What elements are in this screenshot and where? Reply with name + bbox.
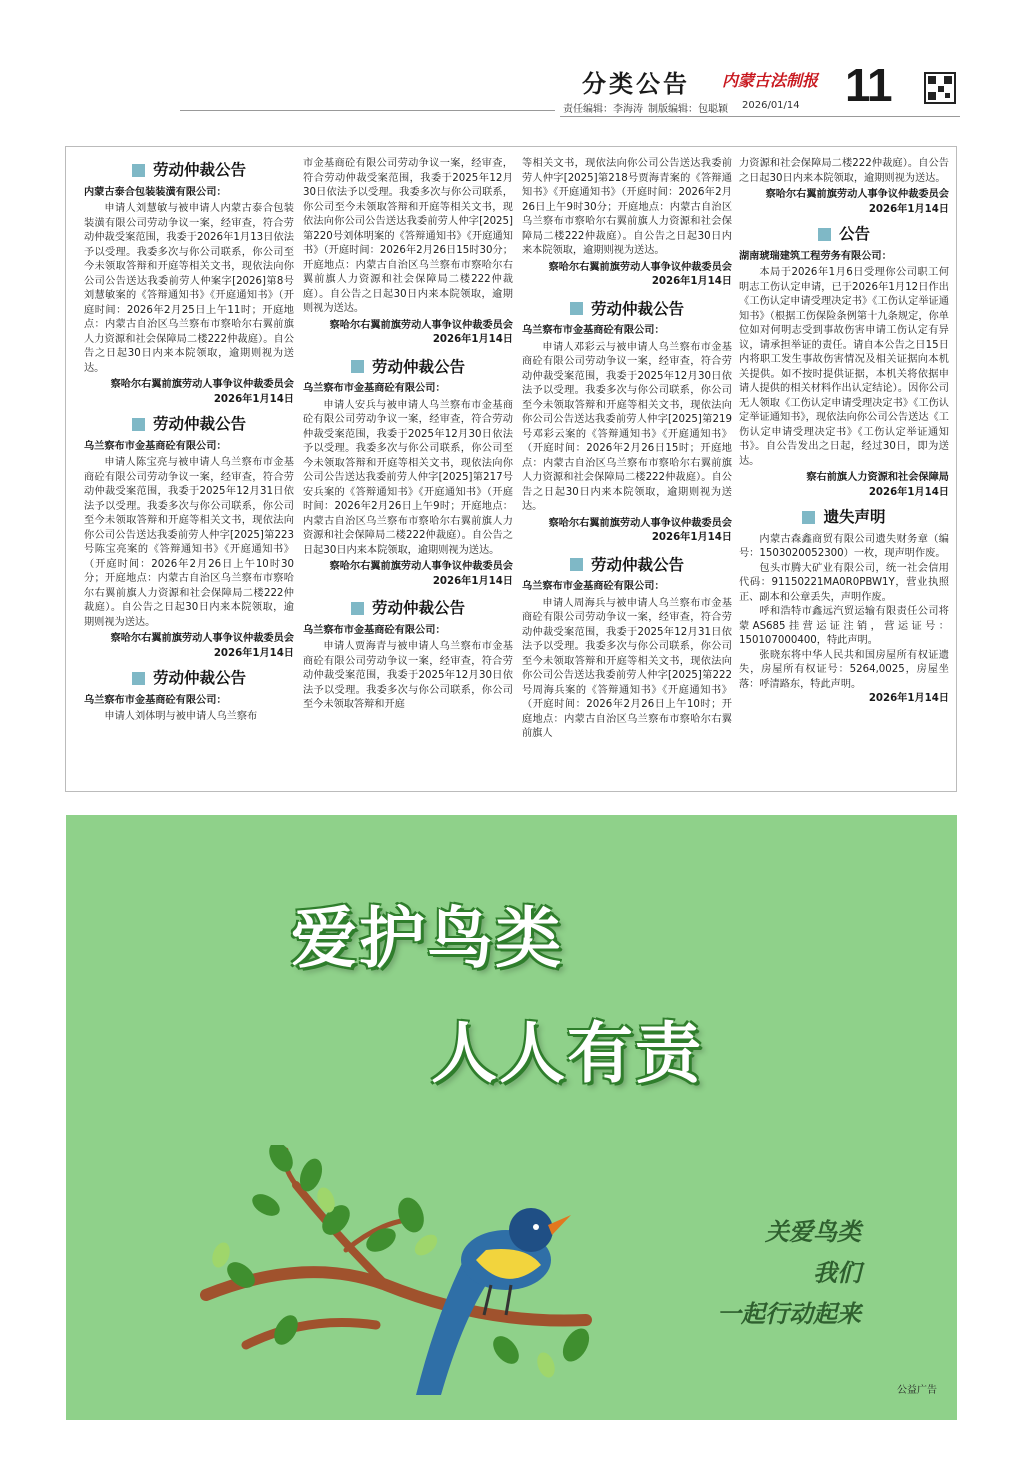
notice-body: 申请人刘体明与被申请人乌兰察布: [104, 711, 258, 722]
ad-label: 公益广告: [897, 1385, 937, 1396]
square-icon: [802, 511, 815, 524]
header-rule: [180, 110, 555, 111]
ad-slogan-2: 我们: [813, 1258, 861, 1287]
issue-date: 2026/01/14: [742, 100, 800, 111]
notice-heading: 劳动仲裁公告: [522, 558, 732, 573]
notice-date: 2026年1月14日: [432, 334, 513, 345]
square-icon: [132, 164, 145, 177]
notice-body: 本局于2026年1月6日受理你公司职工何明志工伤认定申请，已于2026年1月12日作出《工伤认定申请受理决定书》《工伤认定举证通知书》（根据工伤保险条例第十九条规定，你单位如对何明志受到事故伤害申请工伤认定有异议，请承担举证的责任。请自本公告之日15日内将职工发生事故伤害情况及相关证据向本机关提供。如不按时提供证据，本机关将依据申请人提供的相关材料作出认定结论）。因你公司无人领取《工伤认定申请受理决定书》《工伤认定举证通知书》，现依法向你公司公告送达《工伤认定申请受理决定书》《工伤认定举证通知书》。自公告发出之日起，经过30日，即为送达。: [739, 267, 949, 467]
ad-headline-2: 人人有责: [431, 1015, 703, 1092]
square-icon: [132, 418, 145, 431]
notice-heading: 遗失声明: [739, 510, 949, 525]
notice-heading: 劳动仲裁公告: [522, 302, 732, 317]
qr-code-icon: [924, 72, 956, 104]
notice-signature: 察哈尔右翼前旗劳动人事争议仲裁委员会: [548, 261, 732, 273]
square-icon: [818, 228, 831, 241]
notice-body: 申请人贾海青与被申请人乌兰察布市金基商砼有限公司劳动争议一案，经审查，符合劳动仲裁受案范围，我委于2025年12月30日依法予以受理。我委多次与你公司联系，你公司至今未领取答辩和开庭: [303, 641, 513, 710]
notice-signature: 察哈尔右翼前旗劳动人事争议仲裁委员会: [329, 561, 513, 572]
notice-heading: 劳动仲裁公告: [303, 360, 513, 375]
notice-recipient: 乌兰察布市金基商砼有限公司：: [522, 325, 665, 336]
notice-date: 2026年1月14日: [213, 393, 294, 405]
notice-date: 2026年1月14日: [868, 486, 949, 498]
notice-signature: 察哈尔右翼前旗劳动人事争议仲裁委员会: [765, 189, 949, 200]
notice-recipient: 乌兰察布市金基商砼有限公司：: [84, 440, 227, 452]
bird-on-branch-icon: [186, 1145, 626, 1405]
notice-recipient: 乌兰察布市金基商砼有限公司：: [303, 383, 446, 394]
notice-heading: 劳动仲裁公告: [84, 417, 294, 432]
header-rule-2: [560, 116, 960, 117]
notice-date: 2026年1月14日: [868, 203, 949, 215]
notice-body: 申请人刘慧敏与被申请人内蒙古泰合包装装潢有限公司劳动争议一案，经审查，符合劳动仲裁受案范围，我委于2026年1月13日依法予以受理。我委多次与你公司联系，你公司至今未领取答辩和开庭等相关文书，现依法向你公司公告送达我委前劳人仲案字[2026]第8号刘慧敏案的《答辩通知书》《开庭通知书》（开庭时间：2026年2月25日上午11时；开庭地点：内蒙古自治区乌兰察布市察哈尔右翼前旗人力资源和社会保障局二楼222仲裁庭）。自公告之日起30日内来本院领取，逾期则视为送达。: [84, 203, 294, 374]
notice-body: 申请人邓彩云与被申请人乌兰察布市金基商砼有限公司劳动争议一案，经审查，符合劳动仲裁受案范围，我委于2025年12月30日依法予以受理。我委多次与你公司联系，你公司至今未领取答辩和开庭等相关文书，现依法向你公司公告送达我委前劳人仲字[2025]第219号邓彩云案的《答辩通知书》《开庭通知书》（开庭时间：2026年2月26日15时；开庭地点：内蒙古自治区乌兰察布市察哈尔右翼前旗人力资源和社会保障局二楼222仲裁庭）。自公告之日起30日内来本院领取，逾期则视为送达。: [522, 341, 732, 512]
newspaper-logo: 内蒙古法制报: [722, 71, 819, 90]
column-2: [303, 157, 513, 713]
notice-heading: 劳动仲裁公告: [84, 671, 294, 686]
notice-date: 2026年1月14日: [651, 532, 732, 543]
notice-signature: 察哈尔右翼前旗劳动人事争议仲裁委员会: [110, 379, 294, 390]
notice-recipient: 湖南琥瑞建筑工程劳务有限公司：: [739, 250, 892, 262]
notice-date: 2026年1月14日: [213, 647, 294, 659]
notice-date: 2026年1月14日: [651, 276, 732, 287]
notice-date: 2026年1月14日: [868, 693, 949, 704]
ad-headline-1: 爱护鸟类: [291, 900, 563, 977]
notice-recipient: 乌兰察布市金基商砼有限公司：: [84, 694, 227, 706]
square-icon: [351, 602, 364, 615]
page-header: [0, 0, 1024, 130]
ad-slogan-1: 关爱鸟类: [765, 1217, 861, 1246]
notice-heading: 劳动仲裁公告: [303, 601, 513, 616]
square-icon: [351, 360, 364, 373]
notice-body: 等相关文书，现依法向你公司公告送达我委前劳人仲字[2025]第218号贾海青案的《答辩通知书》《开庭通知书》（开庭时间：2026年2月26日上午9时30分；开庭地点：内蒙古自治区乌兰察布市察哈尔右翼前旗人力资源和社会保障局二楼222仲裁庭）。自公告之日起30日内来本院领取，逾期则视为送达。: [522, 158, 732, 256]
column-1: [84, 157, 294, 725]
column-3: [522, 157, 732, 742]
notice-heading: 公告: [739, 227, 949, 242]
lost-item: 包头市腾大矿业有限公司，统一社会信用代码：91150221MA0R0PBW1Y，营业执照正、副本和公章丢失，声明作废。: [739, 562, 949, 603]
ad-slogan-3: 一起行动起来: [717, 1299, 861, 1328]
lost-item: 张晓东将中华人民共和国房屋所有权证遗失，房屋所有权证号：5264,0025，房屋坐落：呼清路东，特此声明。: [739, 649, 949, 690]
square-icon: [132, 672, 145, 685]
notice-body: 力资源和社会保障局二楼222仲裁庭）。自公告之日起30日内来本院领取，逾期则视为送达。: [739, 158, 949, 184]
notice-date: 2026年1月14日: [432, 575, 513, 587]
square-icon: [570, 558, 583, 571]
notice-heading: 劳动仲裁公告: [84, 163, 294, 178]
notices-panel: [65, 146, 957, 792]
editor-credit: 责任编辑：李海涛: [563, 104, 643, 115]
column-4: [739, 157, 949, 711]
designer-credit: 制版编辑：包聪颖: [648, 104, 728, 115]
notice-body: 市金基商砼有限公司劳动争议一案，经审查，符合劳动仲裁受案范围，我委于2025年12月30日依法予以受理。我委多次与你公司联系，你公司至今未领取答辩和开庭等相关文书，现依法向你公司公告送达我委前劳人仲字[2025]第220号刘体明案的《答辩通知书》《开庭通知书》（开庭时间：2026年2月26日15时30分；开庭地点：内蒙古自治区乌兰察布市察哈尔右翼前旗人力资源和社会保障局二楼222仲裁庭）。自公告之日起30日内来本院领取，逾期则视为送达。: [303, 158, 513, 314]
notice-signature: 察右前旗人力资源和社会保障局: [806, 472, 949, 483]
notice-body: 申请人安兵与被申请人乌兰察布市金基商砼有限公司劳动争议一案，经审查，符合劳动仲裁受案范围，我委于2025年12月30日依法予以受理。我委多次与你公司联系，你公司至今未领取答辩和开庭等相关文书，现依法向你公司公告送达我委前劳人仲字[2025]第217号安兵案的《答辩通知书》《开庭通知书》（开庭时间：2026年2月26日上午9时；开庭地点：内蒙古自治区乌兰察布市察哈尔右翼前旗人力资源和社会保障局二楼222仲裁庭）。自公告之日起30日内来本院领取，逾期则视为送达。: [303, 399, 513, 556]
lost-item: 内蒙古森鑫商贸有限公司遗失财务章（编号：1503020052300）一枚，现声明作废。: [739, 533, 949, 559]
notice-recipient: 乌兰察布市金基商砼有限公司：: [303, 624, 446, 636]
notice-signature: 察哈尔右翼前旗劳动人事争议仲裁委员会: [110, 633, 294, 644]
lost-item: 呼和浩特市鑫远汽贸运输有限责任公司将蒙AS685挂营运证注销，营运证号：150107000400，特此声明。: [739, 606, 949, 646]
public-service-ad: [66, 815, 957, 1420]
notice-body: 申请人陈宝亮与被申请人乌兰察布市金基商砼有限公司劳动争议一案，经审查，符合劳动仲裁受案范围，我委于2025年12月31日依法予以受理。我委多次与你公司联系，你公司至今未领取答辩和开庭等相关文书，现依法向你公司公告送达我委前劳人仲字[2025]第223号陈宝亮案的《答辩通知书》《开庭通知书》（开庭时间：2026年2月26日上午10时30分；开庭地点：内蒙古自治区乌兰察布市察哈尔右翼前旗人力资源和社会保障局二楼222仲裁庭）。自公告之日起30日内来本院领取，逾期则视为送达。: [84, 457, 294, 628]
notice-recipient: 乌兰察布市金基商砼有限公司：: [522, 581, 665, 592]
notice-body: 申请人周海兵与被申请人乌兰察布市金基商砼有限公司劳动争议一案，经审查，符合劳动仲裁受案范围，我委于2025年12月31日依法予以受理。我委多次与你公司联系，你公司至今未领取答辩和开庭等相关文书，现依法向你公司公告送达我委前劳人仲字[2025]第222号周海兵案的《答辩通知书》《开庭通知书》（开庭时间：2026年2月26日上午10时；开庭地点：内蒙古自治区乌兰察布市察哈尔右翼前旗人: [522, 597, 732, 739]
notice-signature: 察哈尔右翼前旗劳动人事争议仲裁委员会: [329, 319, 513, 331]
square-icon: [570, 302, 583, 315]
section-title: 分类公告: [582, 69, 690, 98]
notice-signature: 察哈尔右翼前旗劳动人事争议仲裁委员会: [548, 517, 732, 529]
page-number: 11: [845, 59, 892, 111]
notice-recipient: 内蒙古泰合包装装潢有限公司：: [84, 186, 227, 198]
